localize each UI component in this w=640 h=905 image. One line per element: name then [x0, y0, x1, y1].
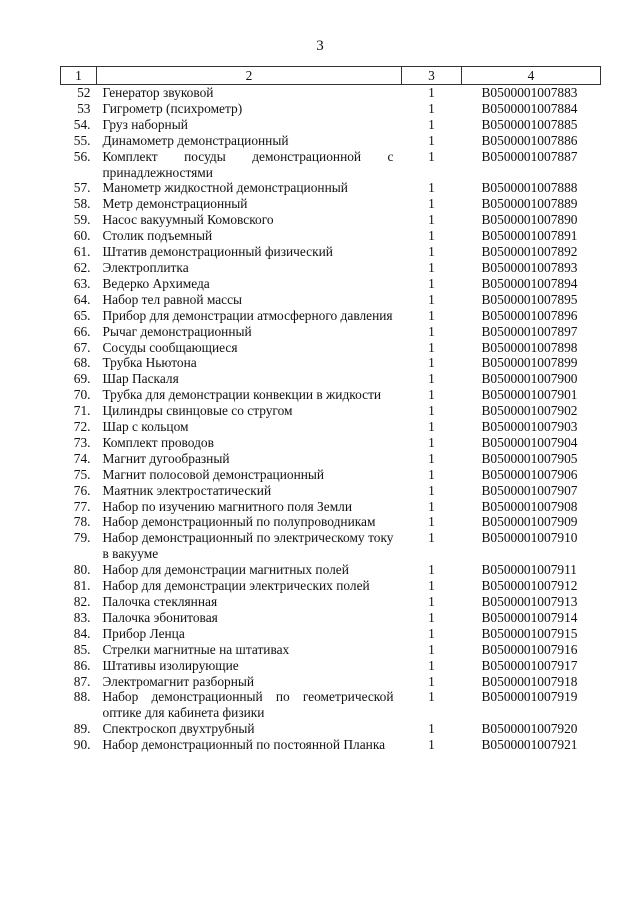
item-name: Набор демонстрационный по полупроводникам: [102, 514, 376, 530]
item-name: Трубка Ньютона: [102, 355, 197, 371]
inventory-code: B0500001007886: [481, 132, 578, 148]
item-quantity: 1: [428, 419, 435, 435]
row-number: 71.: [73, 403, 91, 419]
item-name: Набор тел равной массы: [102, 291, 243, 307]
item-name: Магнит полосовой демонстрационный: [102, 466, 325, 482]
item-name: Электроплитка: [102, 259, 189, 275]
item-name: Электромагнит разборный: [102, 673, 255, 689]
item-name: Ведерко Архимеда: [102, 275, 210, 291]
row-number: 88.: [73, 689, 91, 705]
item-quantity: 1: [428, 625, 435, 641]
inventory-code: B0500001007897: [481, 323, 578, 339]
table-row: [61, 180, 601, 196]
inventory-code: B0500001007919: [481, 689, 578, 705]
table-row: [61, 499, 601, 515]
column-header-name: 2: [97, 67, 402, 85]
item-name: Набор для демонстрации электрических полей: [102, 578, 370, 594]
inventory-code: B0500001007884: [481, 100, 578, 116]
row-number: 90.: [73, 737, 91, 753]
inventory-code: B0500001007915: [481, 625, 578, 641]
inventory-code: B0500001007908: [481, 498, 578, 514]
row-number: 54.: [73, 116, 91, 132]
item-name: Метр демонстрационный: [102, 196, 248, 212]
inventory-code: B0500001007891: [481, 228, 578, 244]
inventory-code: B0500001007905: [481, 450, 578, 466]
inventory-code: B0500001007883: [481, 85, 578, 100]
row-number: 79.: [73, 530, 91, 546]
row-number: 85.: [73, 641, 91, 657]
item-name: Шар с кольцом: [102, 419, 189, 435]
inventory-code: B0500001007906: [481, 466, 578, 482]
table-row: [61, 721, 601, 737]
inventory-code: B0500001007918: [481, 673, 578, 689]
row-number: 65.: [73, 307, 91, 323]
item-quantity: 1: [428, 212, 435, 228]
column-header-inventory-code: 4: [462, 67, 601, 85]
item-quantity: 1: [428, 387, 435, 403]
inventory-code: B0500001007893: [481, 259, 578, 275]
item-name: Комплект проводов: [102, 434, 214, 450]
row-number: 68.: [73, 355, 91, 371]
item-quantity: 1: [428, 116, 435, 132]
row-number: 81.: [73, 578, 91, 594]
item-quantity: 1: [428, 307, 435, 323]
row-number: 87.: [73, 673, 91, 689]
inventory-code: B0500001007921: [481, 737, 578, 753]
item-quantity: 1: [428, 498, 435, 514]
table-row: [61, 530, 601, 562]
item-name: Динамометр демонстрационный: [102, 132, 289, 148]
item-quantity: 1: [428, 434, 435, 450]
row-number: 52: [77, 85, 91, 100]
row-number: 59.: [73, 212, 91, 228]
item-quantity: 1: [428, 291, 435, 307]
item-quantity: 1: [428, 355, 435, 371]
item-quantity: 1: [428, 339, 435, 355]
item-quantity: 1: [428, 180, 435, 196]
table-row: [61, 435, 601, 451]
inventory-code: B0500001007894: [481, 275, 578, 291]
row-number: 78.: [73, 514, 91, 530]
table-row: [61, 308, 601, 324]
item-name: Набор демонстрационный по геометрической оптике для кабинета физики: [102, 689, 394, 721]
table-row: [61, 419, 601, 435]
row-number: 76.: [73, 482, 91, 498]
row-number: 64.: [73, 291, 91, 307]
inventory-code: B0500001007899: [481, 355, 578, 371]
inventory-code: B0500001007896: [481, 307, 578, 323]
table-row: [61, 689, 601, 721]
inventory-code: B0500001007888: [481, 180, 578, 196]
item-quantity: 1: [428, 323, 435, 339]
item-quantity: 1: [428, 673, 435, 689]
item-quantity: 1: [428, 689, 435, 705]
inventory-code: B0500001007904: [481, 434, 578, 450]
table-row: [61, 196, 601, 212]
item-name: Груз наборный: [102, 116, 188, 132]
row-number: 73.: [73, 434, 91, 450]
item-quantity: 1: [428, 641, 435, 657]
inventory-code: B0500001007907: [481, 482, 578, 498]
item-quantity: 1: [428, 578, 435, 594]
item-name: Магнит дугообразный: [102, 450, 230, 466]
inventory-code: B0500001007903: [481, 419, 578, 435]
item-name: Набор демонстрационный по постоянной Планка: [102, 737, 386, 753]
inventory-code: B0500001007885: [481, 116, 578, 132]
table-row: [61, 149, 601, 181]
table-row: [61, 562, 601, 578]
inventory-code: B0500001007913: [481, 594, 578, 609]
inventory-code: B0500001007911: [481, 562, 577, 578]
item-name: Сосуды сообщающиеся: [102, 339, 238, 355]
row-number: 86.: [73, 657, 91, 673]
item-name: Трубка для демонстрации конвекции в жидкости: [102, 387, 382, 403]
item-quantity: 1: [428, 85, 435, 100]
item-quantity: 1: [428, 403, 435, 419]
inventory-code: B0500001007892: [481, 244, 578, 260]
item-name: Штативы изолирующие: [102, 657, 239, 673]
table-body: [61, 85, 601, 754]
table-row: [61, 117, 601, 133]
item-name: Набор демонстрационный по электрическому току в вакууме: [102, 530, 394, 562]
item-quantity: 1: [428, 244, 435, 260]
row-number: 72.: [73, 419, 91, 435]
row-number: 63.: [73, 275, 91, 291]
item-name: Набор для демонстрации магнитных полей: [102, 562, 349, 578]
item-quantity: 1: [428, 466, 435, 482]
item-quantity: 1: [428, 100, 435, 116]
item-quantity: 1: [428, 371, 435, 387]
inventory-table: [60, 66, 601, 753]
column-header-quantity: 3: [402, 67, 462, 85]
item-name: Прибор для демонстрации атмосферного давления: [102, 307, 393, 323]
item-quantity: 1: [428, 275, 435, 291]
row-number: 62.: [73, 259, 91, 275]
item-name: Комплект посуды демонстрационной с принадлежностями: [102, 148, 394, 180]
table-row: [61, 387, 601, 403]
item-quantity: 1: [428, 594, 435, 609]
item-name: Палочка стеклянная: [102, 594, 218, 609]
row-number: 70.: [73, 387, 91, 403]
table-header: [61, 67, 601, 85]
item-name: Манометр жидкостной демонстрационный: [102, 180, 348, 196]
table-row: [61, 658, 601, 674]
inventory-code: B0500001007895: [481, 291, 578, 307]
inventory-code: B0500001007909: [481, 514, 578, 530]
item-quantity: 1: [428, 514, 435, 530]
column-header-number: 1: [61, 67, 97, 85]
table-row: [61, 610, 601, 626]
table-row: [61, 467, 601, 483]
row-number: 69.: [73, 371, 91, 387]
item-quantity: 1: [428, 721, 435, 737]
item-name: Рычаг демонстрационный: [102, 323, 252, 339]
row-number: 55.: [73, 132, 91, 148]
table-row: [61, 355, 601, 371]
item-quantity: 1: [428, 259, 435, 275]
row-number: 60.: [73, 228, 91, 244]
page-number: 3: [316, 38, 324, 54]
inventory-code: B0500001007890: [481, 212, 578, 228]
table-row: [61, 626, 601, 642]
table-row: [61, 276, 601, 292]
table-row: [61, 212, 601, 228]
item-quantity: 1: [428, 737, 435, 753]
row-number: 82.: [73, 594, 91, 609]
item-name: Набор по изучению магнитного поля Земли: [102, 498, 353, 514]
row-number: 66.: [73, 323, 91, 339]
inventory-code: B0500001007917: [481, 657, 578, 673]
row-number: 67.: [73, 339, 91, 355]
table-row: [61, 292, 601, 308]
row-number: 61.: [73, 244, 91, 260]
table-row: [61, 371, 601, 387]
table-row: [61, 85, 601, 101]
row-number: 74.: [73, 450, 91, 466]
inventory-code: B0500001007889: [481, 196, 578, 212]
item-quantity: 1: [428, 450, 435, 466]
item-quantity: 1: [428, 530, 435, 546]
item-quantity: 1: [428, 148, 435, 164]
table-row: [61, 483, 601, 499]
inventory-code: B0500001007912: [481, 578, 578, 594]
inventory-code: B0500001007898: [481, 339, 578, 355]
table-row: [61, 101, 601, 117]
item-name: Палочка эбонитовая: [102, 609, 218, 625]
table-row: [61, 228, 601, 244]
inventory-code: B0500001007900: [481, 371, 578, 387]
table-row: [61, 642, 601, 658]
inventory-code: B0500001007887: [481, 148, 578, 164]
row-number: 89.: [73, 721, 91, 737]
item-name: Гигрометр (психрометр): [102, 100, 243, 116]
inventory-code: B0500001007920: [481, 721, 578, 737]
item-name: Спектроскоп двухтрубный: [102, 721, 255, 737]
row-number: 77.: [73, 498, 91, 514]
item-quantity: 1: [428, 482, 435, 498]
row-number: 83.: [73, 609, 91, 625]
item-name: Штатив демонстрационный физический: [102, 244, 333, 260]
item-quantity: 1: [428, 196, 435, 212]
row-number: 56.: [73, 148, 91, 164]
item-quantity: 1: [428, 228, 435, 244]
row-number: 57.: [73, 180, 91, 196]
item-quantity: 1: [428, 657, 435, 673]
item-name: Маятник электростатический: [102, 482, 272, 498]
item-name: Цилиндры свинцовые со стругом: [102, 403, 293, 419]
inventory-code: B0500001007910: [481, 530, 578, 546]
table-row: [61, 514, 601, 530]
row-number: 75.: [73, 466, 91, 482]
table-row: [61, 133, 601, 149]
item-name: Шар Паскаля: [102, 371, 179, 387]
row-number: 58.: [73, 196, 91, 212]
table-row: [61, 594, 601, 610]
table-row: [61, 737, 601, 753]
table-row: [61, 451, 601, 467]
table-row: [61, 324, 601, 340]
inventory-code: B0500001007901: [481, 387, 578, 403]
item-name: Столик подъемный: [102, 228, 213, 244]
table-row: [61, 244, 601, 260]
table-row: [61, 674, 601, 690]
table-row: [61, 340, 601, 356]
item-name: Генератор звуковой: [102, 85, 214, 100]
item-quantity: 1: [428, 562, 435, 578]
item-name: Насос вакуумный Комовского: [102, 212, 274, 228]
row-number: 53: [77, 100, 91, 116]
inventory-code: B0500001007916: [481, 641, 578, 657]
table-row: [61, 403, 601, 419]
item-quantity: 1: [428, 132, 435, 148]
item-name: Прибор Ленца: [102, 625, 185, 641]
item-name: Стрелки магнитные на штативах: [102, 641, 290, 657]
table-row: [61, 260, 601, 276]
item-quantity: 1: [428, 609, 435, 625]
inventory-code: B0500001007902: [481, 403, 578, 419]
row-number: 84.: [73, 625, 91, 641]
inventory-code: B0500001007914: [481, 609, 578, 625]
row-number: 80.: [73, 562, 91, 578]
table-row: [61, 578, 601, 594]
